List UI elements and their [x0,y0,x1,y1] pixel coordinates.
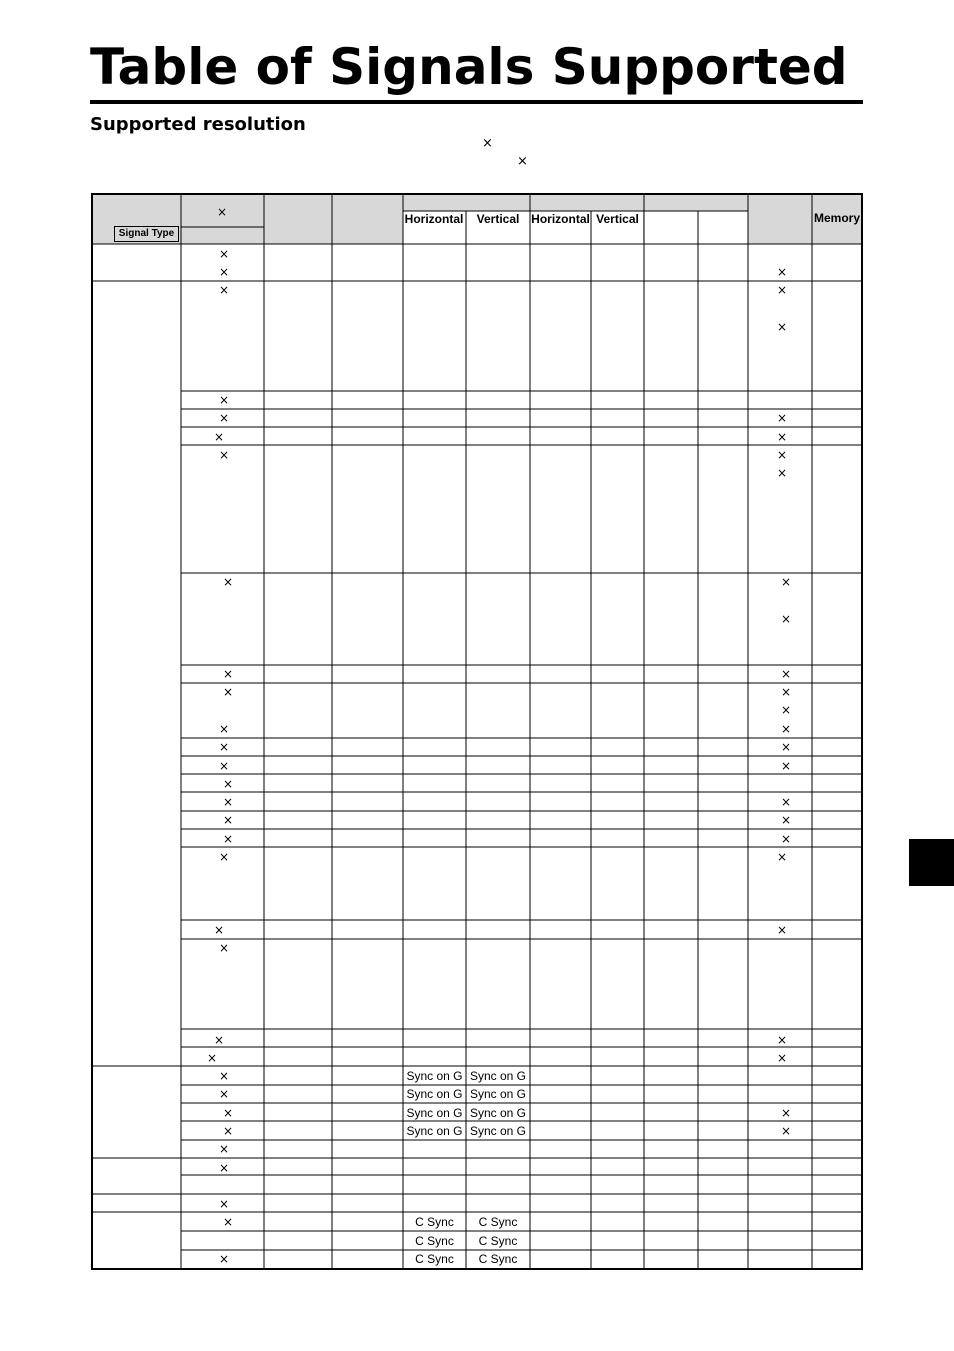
c-sync-vertical: C Sync [478,1234,518,1248]
mode-times-mark: × [776,1033,788,1047]
resolution-times-mark: × [218,740,230,754]
resolution-times-mark: × [218,247,230,261]
mode-times-mark: × [780,795,792,809]
mode-times-mark: × [776,283,788,297]
c-sync-vertical: C Sync [478,1215,518,1229]
mode-times-mark: × [780,612,792,626]
resolution-times-mark: × [218,393,230,407]
mode-times-mark: × [780,813,792,827]
sync-on-g-horizontal: Sync on G [406,1124,463,1138]
legend-mark-1: × [482,136,493,151]
header-horizontal-1: Horizontal [404,212,464,226]
resolution-times-mark: × [218,448,230,462]
mode-times-mark: × [780,1106,792,1120]
sync-on-g-vertical: Sync on G [469,1106,527,1120]
resolution-times-mark: × [218,1087,230,1101]
mode-times-mark: × [780,722,792,736]
mode-times-mark: × [780,667,792,681]
sync-on-g-horizontal: Sync on G [406,1069,463,1083]
header-signal-type: Signal Type [114,226,179,242]
mode-times-mark: × [776,466,788,480]
resolution-times-mark: × [218,411,230,425]
mode-times-mark: × [776,923,788,937]
header-vertical-2: Vertical [596,212,639,226]
resolution-times-mark: × [222,1106,234,1120]
resolution-times-mark: × [222,832,234,846]
resolution-times-mark: × [222,795,234,809]
c-sync-horizontal: C Sync [415,1252,454,1266]
c-sync-vertical: C Sync [478,1252,518,1266]
resolution-times-mark: × [222,813,234,827]
mode-times-mark: × [780,832,792,846]
mode-times-mark: × [776,430,788,444]
resolution-times-mark: × [218,722,230,736]
resolution-times-mark: × [218,1142,230,1156]
resolution-times-mark: × [222,575,234,589]
mode-times-mark: × [780,759,792,773]
resolution-times-mark: × [206,1051,218,1065]
sync-on-g-vertical: Sync on G [469,1087,527,1101]
c-sync-horizontal: C Sync [415,1215,454,1229]
resolution-times-mark: × [222,777,234,791]
section-subtitle: Supported resolution [90,114,306,135]
header-memory: Memory [813,211,860,225]
header-horizontal-2: Horizontal [531,212,590,226]
mode-times-mark: × [780,703,792,717]
mode-times-mark: × [780,740,792,754]
resolution-times-mark: × [222,685,234,699]
resolution-times-mark: × [218,850,230,864]
resolution-times-mark: × [218,283,230,297]
header-resolution-mark: × [216,205,228,219]
resolution-times-mark: × [218,941,230,955]
mode-times-mark: × [780,685,792,699]
resolution-times-mark: × [218,1197,230,1211]
mode-times-mark: × [776,448,788,462]
resolution-times-mark: × [222,1124,234,1138]
sync-on-g-horizontal: Sync on G [406,1106,463,1120]
resolution-times-mark: × [213,1033,225,1047]
legend-mark-2: × [517,154,528,169]
resolution-times-mark: × [218,759,230,773]
resolution-times-mark: × [218,1252,230,1266]
header-vertical-1: Vertical [476,212,520,226]
mode-times-mark: × [776,320,788,334]
page-title: Table of Signals Supported [90,38,848,96]
c-sync-horizontal: C Sync [415,1234,454,1248]
resolution-times-mark: × [222,667,234,681]
mode-times-mark: × [776,265,788,279]
sync-on-g-vertical: Sync on G [469,1124,527,1138]
resolution-times-mark: × [213,923,225,937]
resolution-times-mark: × [218,1161,230,1175]
mode-times-mark: × [776,850,788,864]
mode-times-mark: × [780,575,792,589]
resolution-times-mark: × [218,1069,230,1083]
sync-on-g-horizontal: Sync on G [406,1087,463,1101]
mode-times-mark: × [776,1051,788,1065]
sync-on-g-vertical: Sync on G [469,1069,527,1083]
resolution-times-mark: × [222,1215,234,1229]
resolution-times-mark: × [213,430,225,444]
mode-times-mark: × [776,411,788,425]
resolution-times-mark: × [218,265,230,279]
mode-times-mark: × [780,1124,792,1138]
